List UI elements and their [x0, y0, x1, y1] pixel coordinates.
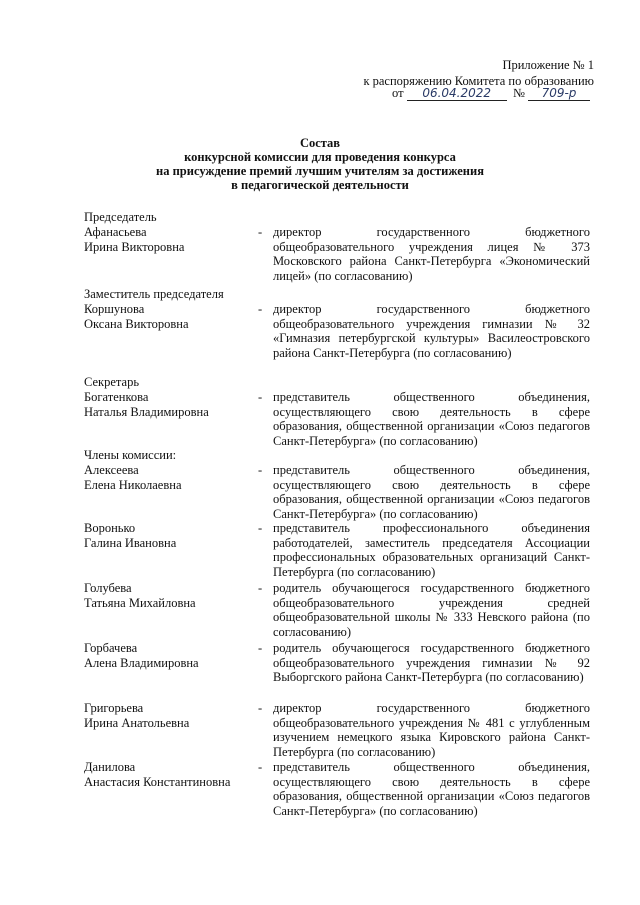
document-title [0, 136, 640, 192]
member-name [84, 641, 254, 670]
member-description: представитель общественного объединения, осуществляющего свою деятельность в сфере образования, общественной организации «Союз педагогов Санкт-Петербурга» (по согласованию) [273, 760, 590, 818]
title-line-4: в педагогической деятельности [231, 178, 409, 192]
member-last-name: Воронько [84, 521, 136, 535]
member-description: директор государственного бюджетного общеобразовательного учреждения гимназии № 32 «Гимназия петербургской культуры» Василеостровского района Санкт-Петербурга (по согласованию) [273, 302, 590, 360]
title-line-2: конкурсной комиссии для проведения конкурса [184, 150, 456, 164]
appendix-title: Приложение № 1 [502, 58, 594, 72]
member-description: директор государственного бюджетного общеобразовательного учреждения лицея № 373 Московского района Санкт-Петербурга «Экономический лицей» (по согласованию) [273, 225, 590, 283]
section-members: Члены комиссии: [84, 448, 177, 462]
number-field [528, 86, 590, 101]
member-last-name: Григорьева [84, 701, 144, 715]
handwritten-number: 709-р [541, 86, 577, 100]
handwritten-date: 06.04.2022 [422, 86, 492, 100]
member-first-name: Елена Николаевна [84, 477, 182, 492]
dash-separator: - [258, 760, 263, 774]
member-description: представитель профессионального объединения работодателей, заместитель председателя Ассоциации профессиональных образовательных организаций Санкт-Петербурга (по согласованию) [273, 521, 590, 579]
member-first-name: Наталья Владимировна [84, 404, 209, 419]
title-line-1: Состав [299, 136, 341, 150]
member-first-name: Алена Владимировна [84, 655, 199, 670]
member-name [84, 760, 254, 789]
member-last-name: Голубева [84, 581, 132, 595]
member-first-name: Анастасия Константиновна [84, 774, 231, 789]
member-last-name: Данилова [84, 760, 136, 774]
number-prefix: № [512, 86, 525, 100]
dash-separator: - [258, 302, 263, 316]
member-last-name: Афанасьева [84, 225, 147, 239]
dash-separator: - [258, 521, 263, 535]
member-last-name: Коршунова [84, 302, 145, 316]
member-first-name: Татьяна Михайловна [84, 595, 196, 610]
section-secretary: Секретарь [84, 375, 140, 389]
member-first-name: Ирина Викторовна [84, 239, 185, 254]
member-name [84, 390, 254, 419]
dash-separator: - [258, 581, 263, 595]
dash-separator: - [258, 225, 263, 239]
dash-separator: - [258, 701, 263, 715]
member-name [84, 225, 254, 254]
section-deputy: Заместитель председателя [84, 287, 224, 301]
member-name [84, 521, 254, 550]
member-name [84, 701, 254, 730]
appendix-reference: к распоряжению Комитета по образованию [363, 74, 594, 88]
dash-separator: - [258, 390, 263, 404]
member-description: директор государственного бюджетного общеобразовательного учреждения № 481 с углубленным изучением немецкого языка Кировского района Санкт-Петербурга (по согласованию) [273, 701, 590, 759]
member-first-name: Ирина Анатольевна [84, 715, 190, 730]
dash-separator: - [258, 463, 263, 477]
member-first-name: Оксана Викторовна [84, 316, 189, 331]
order-date-number-line [392, 86, 590, 101]
member-last-name: Горбачева [84, 641, 138, 655]
member-description: представитель общественного объединения, осуществляющего свою деятельность в сфере образования, общественной организации «Союз педагогов Санкт-Петербурга» (по согласованию) [273, 463, 590, 521]
member-first-name: Галина Ивановна [84, 535, 177, 550]
member-description: родитель обучающегося государственного бюджетного общеобразовательного учреждения средней общеобразовательной школы № 333 Невского района (по согласованию) [273, 581, 590, 639]
member-name [84, 302, 254, 331]
member-name [84, 463, 254, 492]
member-description: родитель обучающегося государственного бюджетного общеобразовательного учреждения гимназии № 92 Выборгского района Санкт-Петербурга (по согласованию) [273, 641, 590, 685]
date-prefix: от [392, 86, 404, 100]
member-name [84, 581, 254, 610]
dash-separator: - [258, 641, 263, 655]
date-field [407, 86, 507, 101]
title-line-3: на присуждение премий лучшим учителям за достижения [156, 164, 484, 178]
member-last-name: Алексеева [84, 463, 139, 477]
appendix-header [363, 57, 594, 89]
member-last-name: Богатенкова [84, 390, 149, 404]
member-description: представитель общественного объединения, осуществляющего свою деятельность в сфере образования, общественной организации «Союз педагогов Санкт-Петербурга» (по согласованию) [273, 390, 590, 448]
section-chair: Председатель [84, 210, 157, 224]
